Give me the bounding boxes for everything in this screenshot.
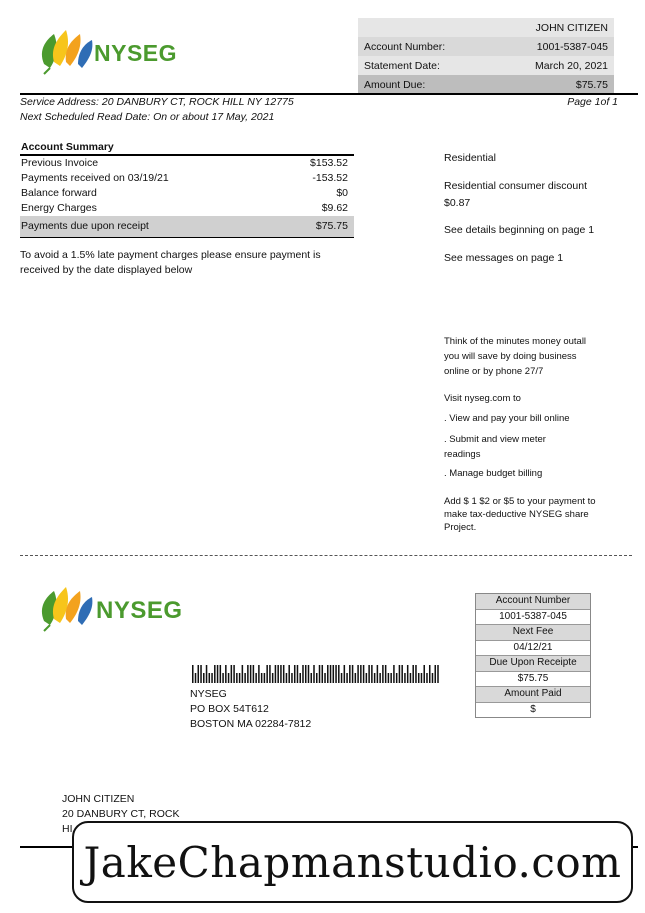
brand-wordmark: NYSEG	[96, 597, 183, 624]
amount-due-value: $75.75	[575, 78, 608, 91]
promo-visit: Visit nyseg.com to	[444, 393, 521, 404]
customer-line: HI	[62, 823, 73, 835]
customer-line: JOHN CITIZEN	[62, 793, 135, 805]
header-divider	[20, 93, 638, 95]
summary-value: -153.52	[312, 172, 348, 184]
account-number-value: 1001-5387-045	[536, 40, 608, 53]
next-read-date: Next Scheduled Read Date: On or about 17 May, 2021	[20, 111, 275, 123]
stub-next-fee-label: Next Fee	[476, 625, 590, 641]
remit-line: NYSEG	[190, 688, 227, 700]
promo-bullet: . Manage budget billing	[444, 468, 543, 479]
summary-row	[20, 201, 354, 216]
promo-bullet-text: Manage budget billing	[449, 468, 543, 479]
payment-stub-table	[475, 593, 591, 718]
amount-due-label: Amount Due:	[364, 78, 426, 91]
summary-row	[20, 156, 354, 171]
remit-line: PO BOX 54T612	[190, 703, 269, 715]
service-address: Service Address: 20 DANBURY CT, ROCK HILL NY 12775	[20, 96, 294, 108]
amount-due-row	[358, 75, 614, 94]
summary-row	[20, 171, 354, 186]
account-summary	[20, 140, 354, 238]
promo-bullet: . View and pay your bill online	[444, 413, 570, 424]
stub-due-label: Due Upon Receipte	[476, 656, 590, 672]
summary-label: Balance forward	[21, 187, 97, 199]
account-header-box	[358, 18, 614, 94]
stub-next-fee: 04/12/21	[476, 641, 590, 657]
summary-row	[20, 186, 354, 201]
perforation-line	[20, 555, 632, 556]
statement-date-label: Statement Date:	[364, 59, 440, 72]
summary-value: $0	[336, 187, 348, 199]
customer-name-row	[358, 18, 614, 37]
leaf-logo-icon	[38, 28, 98, 76]
late-payment-note: To avoid a 1.5% late payment charges please ensure payment is received by the date displayed below	[20, 249, 321, 276]
promo-donate: Add $ 1 $2 or $5 to your payment to make tax-deductive NYSEG share Project.	[444, 496, 596, 533]
promo-bullet: . Submit and view meter readings	[444, 434, 546, 460]
brand-wordmark: NYSEG	[94, 40, 178, 66]
customer-line: 20 DANBURY CT, ROCK	[62, 808, 180, 820]
nyseg-logo-stub	[38, 585, 188, 635]
messages-link[interactable]: See messages on page 1	[444, 252, 564, 264]
customer-name: JOHN CITIZEN	[535, 21, 608, 34]
stub-account-number: 1001-5387-045	[476, 610, 590, 626]
stub-amount-paid[interactable]: $	[530, 703, 536, 715]
watermark-text: JakeChapmanstudio.com	[83, 837, 622, 887]
payments-due-label: Payments due upon receipt	[21, 220, 149, 232]
summary-label: Energy Charges	[21, 202, 97, 214]
promo-bullet-text: Submit and view meter readings	[444, 434, 546, 460]
watermark-banner	[72, 821, 633, 903]
summary-label: Previous Invoice	[21, 157, 99, 169]
stub-account-number-label: Account Number	[476, 594, 590, 610]
payments-due-value: $75.75	[315, 220, 348, 232]
promo-bullet-text: View and pay your bill online	[449, 413, 570, 424]
page-number: Page 1of 1	[567, 96, 618, 108]
statement-date-value: March 20, 2021	[535, 59, 608, 72]
account-number-label: Account Number:	[364, 40, 446, 53]
discount-label: Residential consumer discount	[444, 180, 587, 192]
summary-label: Payments received on 03/19/21	[21, 172, 169, 184]
remit-line: BOSTON MA 02284-7812	[190, 718, 312, 730]
summary-value: $153.52	[310, 157, 348, 169]
remit-address	[190, 687, 311, 732]
details-link[interactable]: See details beginning on page 1	[444, 224, 595, 236]
promo-intro: Think of the minutes money outall you will save by doing business online or by phone 27/7	[444, 336, 587, 377]
residential-label: Residential	[444, 152, 496, 164]
account-summary-title: Account Summary	[21, 141, 114, 153]
discount-value: $0.87	[444, 197, 471, 209]
stub-due-value: $75.75	[476, 672, 590, 688]
postal-barcode	[192, 665, 440, 683]
stub-amount-paid-label: Amount Paid	[476, 687, 590, 703]
statement-date-row	[358, 56, 614, 75]
account-number-row	[358, 37, 614, 56]
leaf-logo-icon	[38, 585, 98, 633]
payments-due-row	[20, 216, 354, 238]
summary-value: $9.62	[321, 202, 348, 214]
nyseg-logo	[38, 28, 178, 78]
